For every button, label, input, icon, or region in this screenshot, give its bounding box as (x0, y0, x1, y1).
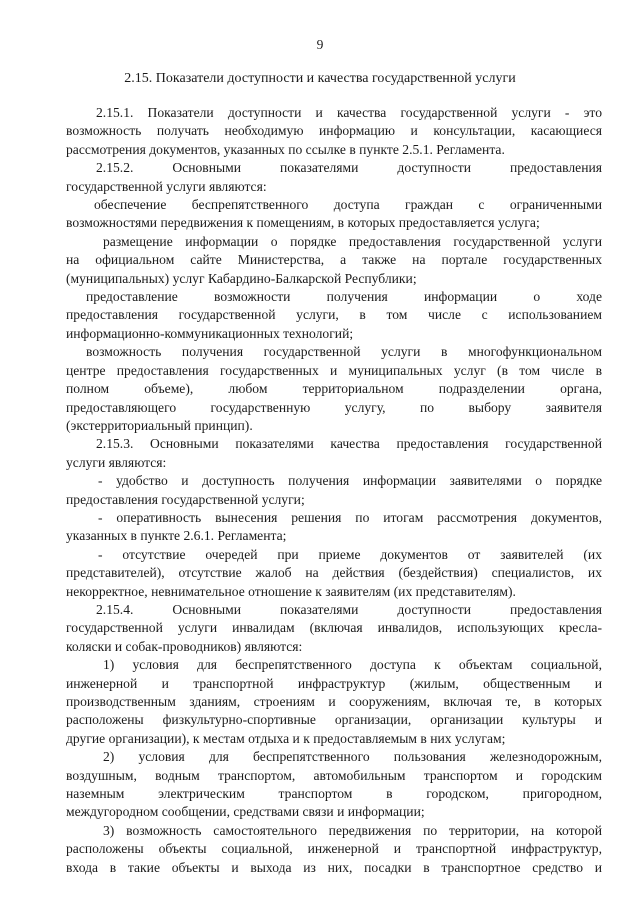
text-line: предоставляющего государственную услугу, по выбору заявителя (66, 399, 602, 415)
text-line: (муниципальных) услуг Кабардино-Балкарской Республики; (66, 270, 417, 286)
text-line: на официальном сайте Министерства, а также на портале государственных (66, 252, 602, 268)
text-line: 2) условия для беспрепятственного пользования железнодорожным, (103, 749, 602, 765)
text-line: государственной услуги инвалидам (включая инвалидов, использующих кресла- (66, 620, 602, 636)
text-line: возможностями передвижения к помещениям, в которых предоставляется услуга; (66, 215, 540, 231)
text-line: 2.15.4. Основными показателями доступности предоставления (96, 601, 602, 617)
text-line: полном объеме), любом территориальном подразделении органа, (66, 381, 602, 397)
text-line: обеспечение беспрепятственного доступа граждан с ограниченными (94, 197, 602, 213)
text-line: производственным зданиям, строениям и сооружениям, включая те, в которых (66, 694, 602, 709)
document-body (66, 104, 602, 877)
text-line: - оперативность вынесения решения по итогам рассмотрения документов, (98, 509, 602, 525)
text-line: размещение информации о порядке предоставления государственной услуги (103, 233, 602, 249)
text-line: указанных в пункте 2.6.1. Регламента; (66, 528, 287, 544)
text-line: коляски и собак-проводников) являются: (66, 638, 303, 654)
text-line: инженерной и транспортной инфраструктур (жилым, общественным и (66, 675, 602, 691)
text-line: 1) условия для беспрепятственного доступа к объектам социальной, (103, 657, 602, 673)
text-line: расположены объекты социальной, инженерной и транспортной инфраструктур, (66, 841, 602, 857)
section-title: 2.15. Показатели доступности и качества государственной услуги (124, 71, 516, 86)
text-line: предоставления государственной услуги, в том числе с использованием (66, 307, 602, 323)
text-line: предоставление возможности получения информации о ходе (86, 289, 602, 305)
text-line: 2.15.2. Основными показателями доступности предоставления (96, 160, 602, 176)
text-line: 2.15.1. Показатели доступности и качества государственной услуги - это (96, 105, 602, 120)
text-line: 3) возможность самостоятельного передвижения по территории, на которой (103, 822, 602, 838)
text-line: наземным электрическим транспортом в городском, пригородном, (66, 786, 602, 802)
text-line: представителей), отсутствие жалоб на действия (бездействия) специалистов, их (66, 565, 602, 581)
text-line: расположены физкультурно-спортивные организации, организации культуры и (66, 712, 602, 728)
text-line: другие организации), к местам отдыха и к предоставляемым в них услугам; (66, 730, 506, 746)
text-line: центре предоставления государственных и муниципальных услуг (в том числе в (66, 362, 602, 378)
text-line: - отсутствие очередей при приеме документов от заявителей (их (98, 546, 602, 562)
text-line: предоставления государственной услуги; (66, 491, 305, 507)
text-line: - удобство и доступность получения информации заявителями о порядке (98, 473, 602, 489)
text-line: некорректное, невнимательное отношение к заявителям (их представителям). (66, 583, 516, 599)
text-line: государственной услуги являются: (66, 178, 267, 194)
text-line: междугородном сообщении, средствами связи и информации; (66, 804, 425, 820)
text-line: информационно-коммуникационных технологий; (66, 325, 354, 341)
text-line: воздушным, водным транспортом, автомобильным транспортом и городским (66, 767, 602, 783)
text-line: рассмотрения документов, указанных по ссылке в пункте 2.5.1. Регламента. (66, 141, 505, 157)
page-number: 9 (316, 37, 324, 52)
text-line: услуги являются: (66, 454, 167, 470)
text-line: входа в такие объекты и выхода из них, посадки в транспортное средство и (66, 859, 602, 875)
text-line: возможность получать необходимую информацию и консультации, касающиеся (66, 123, 602, 139)
text-line: (экстерриториальный принцип). (66, 417, 253, 433)
text-line: 2.15.3. Основными показателями качества предоставления государственной (96, 436, 602, 452)
text-line: возможность получения государственной услуги в многофункциональном (86, 344, 602, 360)
